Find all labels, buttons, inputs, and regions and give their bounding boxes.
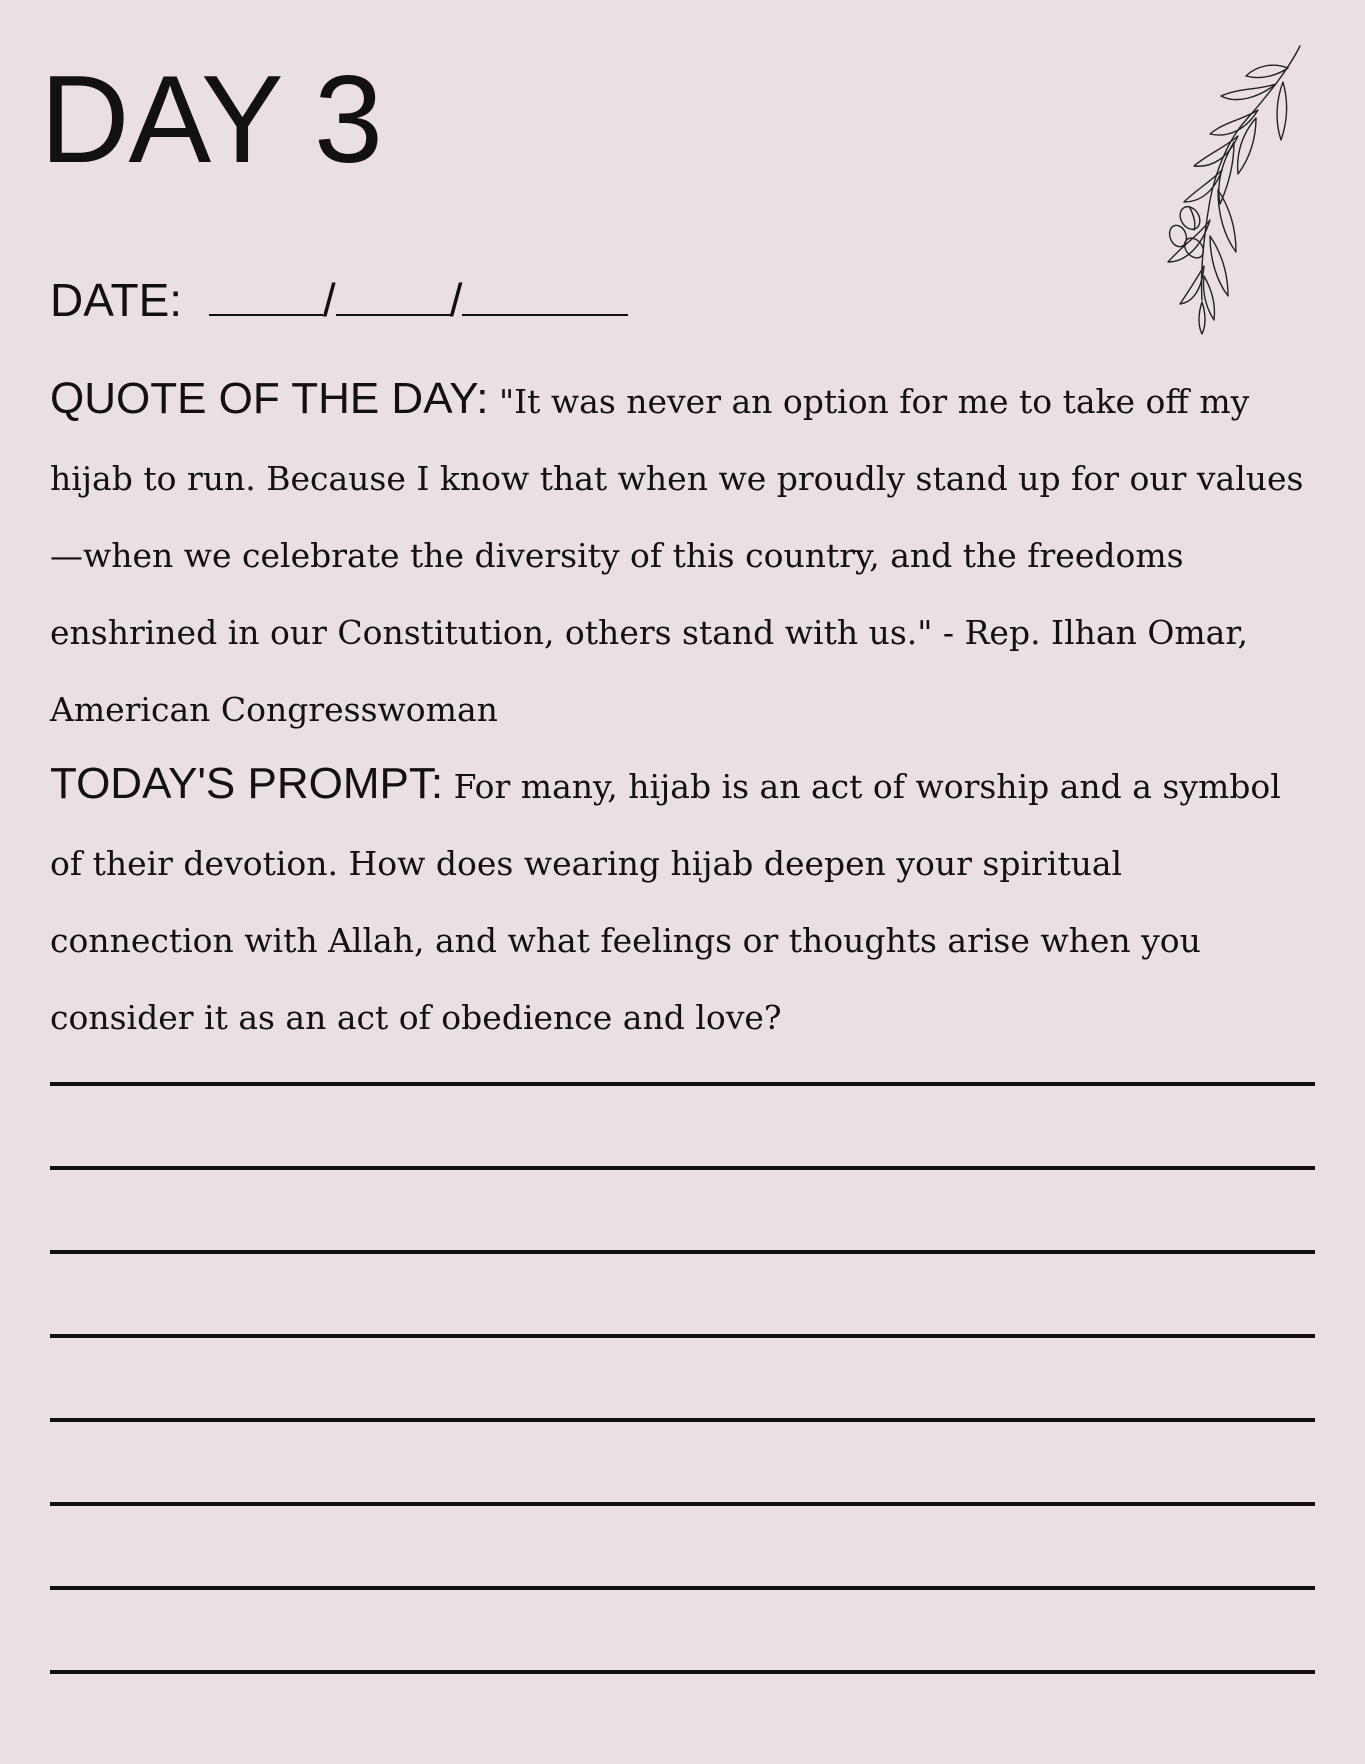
writing-area[interactable] (50, 1082, 1315, 1754)
quote-label: QUOTE OF THE DAY: (50, 374, 489, 423)
writing-line[interactable] (50, 1082, 1315, 1086)
prompt-text: For many, hijab is an act of worship and a symbol of their devotion. How does wearing hijab deepen your spiritual connection with Allah, and what feelings or thoughts arise when you consider it as an act of obedience and love? (50, 767, 1281, 1037)
writing-line[interactable] (50, 1502, 1315, 1506)
quote-text: "It was never an option for me to take off my hijab to run. Because I know that when we proudly stand up for our values—when we celebrate the diversity of this country, and the freedoms enshrined in our Constitution, others stand with us." - Rep. Ilhan Omar, American Congresswoman (50, 382, 1304, 729)
date-separator: / (449, 274, 463, 326)
date-year-blank[interactable] (462, 272, 628, 316)
writing-line[interactable] (50, 1670, 1315, 1674)
todays-prompt (50, 745, 1315, 1056)
date-separator: / (322, 274, 336, 326)
writing-line[interactable] (50, 1166, 1315, 1170)
prompt-label: TODAY'S PROMPT: (50, 759, 444, 808)
writing-line[interactable] (50, 1250, 1315, 1254)
olive-branch-icon (1138, 40, 1308, 340)
quote-of-the-day (50, 360, 1315, 748)
page-title: DAY 3 (40, 51, 382, 189)
writing-line[interactable] (50, 1334, 1315, 1338)
date-field-row (50, 272, 628, 328)
date-month-blank[interactable] (336, 272, 450, 316)
date-day-blank[interactable] (209, 272, 323, 316)
writing-line[interactable] (50, 1418, 1315, 1422)
writing-line[interactable] (50, 1586, 1315, 1590)
date-label: DATE: (50, 274, 183, 326)
